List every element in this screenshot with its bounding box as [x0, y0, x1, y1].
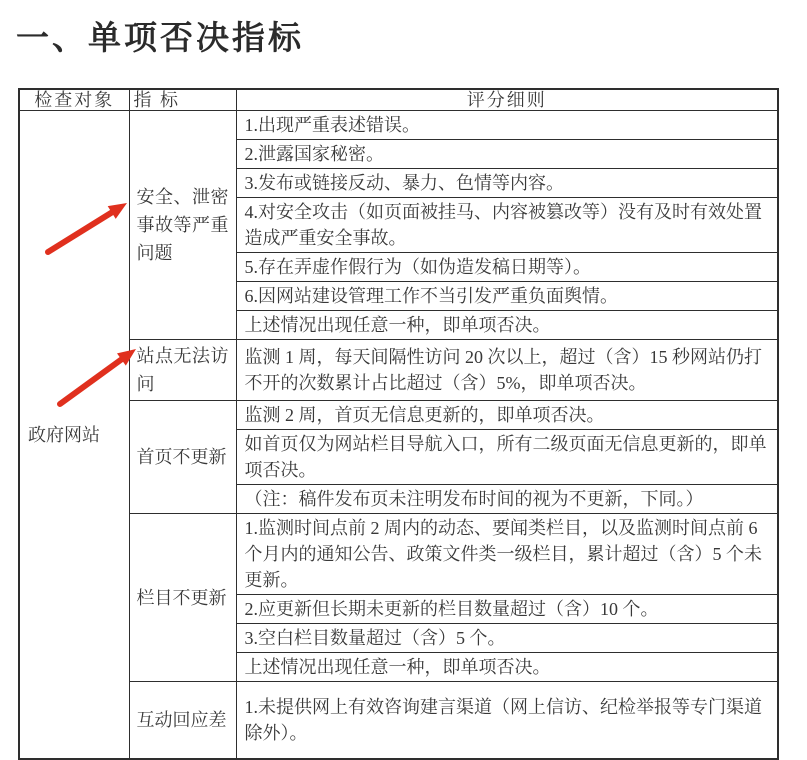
rule-cell: 1.监测时间点前 2 周内的动态、要闻类栏目，以及监测时间点前 6 个月内的通知公告、政策文件类一级栏目，累计超过（含）5 个未更新。	[236, 514, 778, 595]
indicator-cell: 站点无法访问	[129, 340, 236, 401]
rule-cell: 监测 2 周，首页无信息更新的，即单项否决。	[236, 401, 778, 430]
table-row	[19, 514, 778, 595]
table-row	[19, 401, 778, 430]
rule-cell: 4.对安全攻击（如页面被挂马、内容被篡改等）没有及时有效处置造成严重安全事故。	[236, 198, 778, 253]
header-scoring-rules: 评分细则	[236, 89, 778, 111]
table-row	[19, 111, 778, 140]
header-inspect-object: 检查对象	[19, 89, 129, 111]
rule-cell: 监测 1 周，每天间隔性访问 20 次以上，超过（含）15 秒网站仍打不开的次数累计占比超过（含）5%，即单项否决。	[236, 340, 778, 401]
indicator-cell: 栏目不更新	[129, 514, 236, 682]
page-title: 一、单项否决指标	[16, 21, 304, 57]
table-header-row	[19, 89, 778, 111]
veto-indicators-table	[18, 88, 779, 760]
indicator-cell: 首页不更新	[129, 401, 236, 514]
rule-cell: 上述情况出现任意一种，即单项否决。	[236, 311, 778, 340]
indicator-cell: 安全、泄密事故等严重问题	[129, 111, 236, 340]
table-row	[19, 682, 778, 760]
indicator-cell: 互动回应差	[129, 682, 236, 760]
table-row	[19, 340, 778, 401]
rule-cell: 1.未提供网上有效咨询建言渠道（网上信访、纪检举报等专门渠道除外）。	[236, 682, 778, 760]
rule-cell: 5.存在弄虚作假行为（如伪造发稿日期等）。	[236, 253, 778, 282]
rule-cell: 3.发布或链接反动、暴力、色情等内容。	[236, 169, 778, 198]
rule-cell: 1.出现严重表述错误。	[236, 111, 778, 140]
rule-cell: 3.空白栏目数量超过（含）5 个。	[236, 624, 778, 653]
inspect-object-cell: 政府网站	[19, 111, 129, 760]
rule-cell: 如首页仅为网站栏目导航入口，所有二级页面无信息更新的，即单项否决。	[236, 430, 778, 485]
rule-cell: 2.应更新但长期未更新的栏目数量超过（含）10 个。	[236, 595, 778, 624]
header-indicator: 指 标	[129, 89, 236, 111]
rule-cell: （注：稿件发布页未注明发布时间的视为不更新，下同。）	[236, 485, 778, 514]
rule-cell: 上述情况出现任意一种，即单项否决。	[236, 653, 778, 682]
rule-cell: 2.泄露国家秘密。	[236, 140, 778, 169]
rule-cell: 6.因网站建设管理工作不当引发严重负面舆情。	[236, 282, 778, 311]
